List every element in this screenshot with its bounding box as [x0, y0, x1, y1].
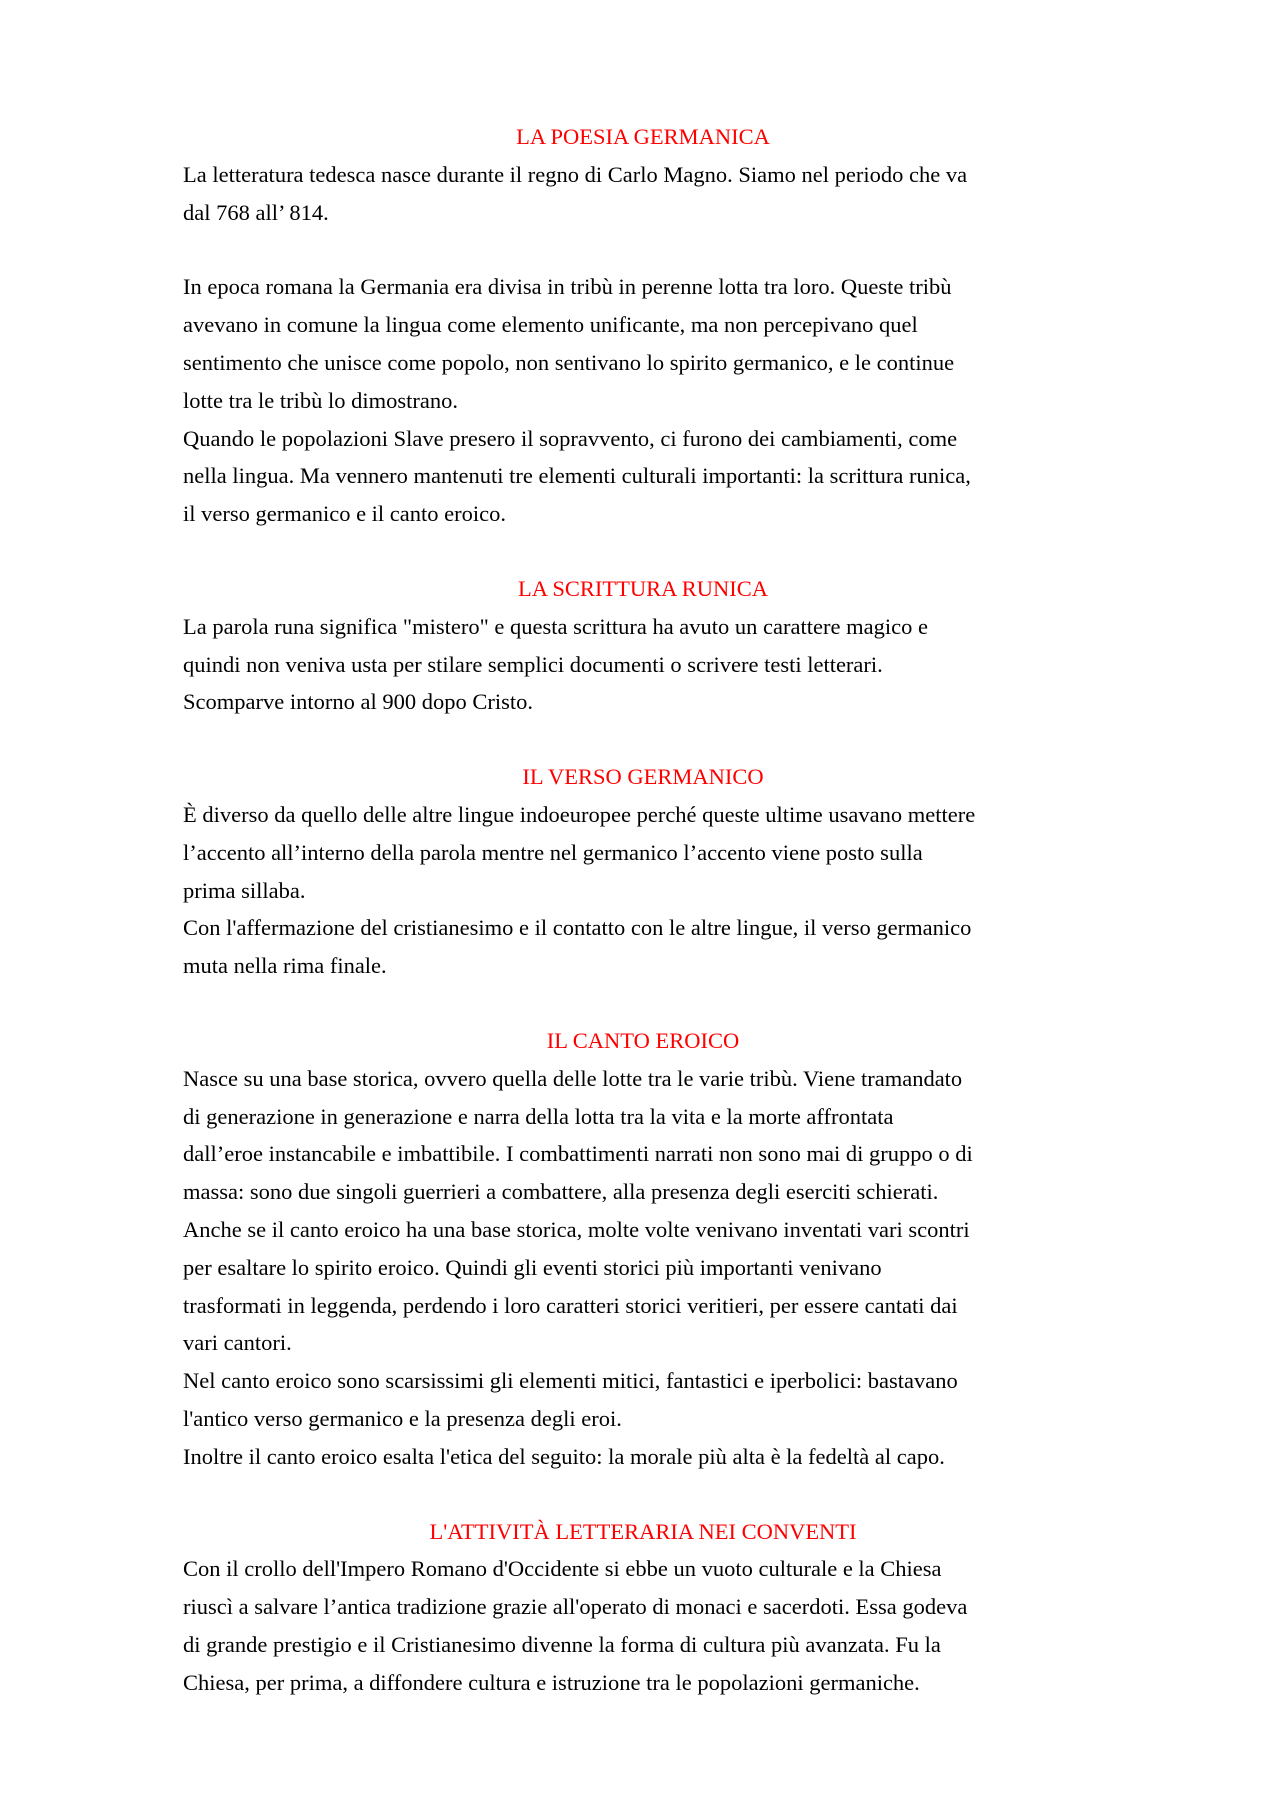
- paragraph-canto-1: Nasce su una base storica, ovvero quella delle lotte tra le varie tribù. Viene tramandato di generazione in generazione e narra della lotta tra la vita e la morte affrontata dall’eroe instancabile e imbattibile. I combattimenti narrati non sono mai di gruppo o di massa: sono due singoli guerrieri a combattere, alla presenza degli eserciti schierati. Anche se il canto eroico ha una base storica, molte volte venivano inventati vari scontri per esaltare lo spirito eroico. Quindi gli eventi storici più importanti venivano trasformati in leggenda, perdendo i loro caratteri storici veritieri, per essere cantati dai vari cantori. Nel canto eroico sono scarsissimi gli elementi mitici, fantastici e iperbolici: bastavano l'antico verso germanico e la presenza degli eroi. Inoltre il canto eroico esalta l'etica del seguito: la morale più alta è la fedeltà al capo.: [183, 1065, 973, 1469]
- paragraph-poesia-2: In epoca romana la Germania era divisa in tribù in perenne lotta tra loro. Queste tribù avevano in comune la lingua come elemento unificante, ma non percepivano quel sentimento che unisce come popolo, non sentivano lo spirito germanico, e le continue lotte tra le tribù lo dimostrano. Quando le popolazioni Slave presero il sopravvento, ci furono dei cambiamenti, come nella lingua. Ma vennero mantenuti tre elementi culturali importanti: la scrittura runica, il verso germanico e il canto eroico.: [183, 274, 971, 527]
- paragraph-poesia-1: La letteratura tedesca nasce durante il regno di Carlo Magno. Siamo nel periodo che va dal 768 all’ 814.: [183, 161, 968, 225]
- section-gap: [183, 721, 1103, 758]
- paragraph-gap: [183, 231, 1103, 268]
- paragraph-scrittura-1: La parola runa significa "mistero" e questa scrittura ha avuto un carattere magico e quindi non veniva usta per stilare semplici documenti o scrivere testi letterari. Scomparve intorno al 900 dopo Cristo.: [183, 613, 928, 715]
- section-title-attivita-letteraria: L'ATTIVITÀ LETTERARIA NEI CONVENTI: [429, 1518, 857, 1544]
- section-gap: [183, 1476, 1103, 1513]
- section-gap: [183, 985, 1103, 1022]
- document-page: [183, 118, 1103, 1701]
- section-gap: [183, 533, 1103, 570]
- section-title-poesia-germanica: LA POESIA GERMANICA: [516, 124, 770, 149]
- paragraph-verso-1: È diverso da quello delle altre lingue indoeuropee perché queste ultime usavano mettere l’accento all’interno della parola mentre nel germanico l’accento viene posto sulla prima sillaba. Con l'affermazione del cristianesimo e il contatto con le altre lingue, il verso germanico muta nella rima finale.: [183, 801, 976, 979]
- section-title-scrittura-runica: LA SCRITTURA RUNICA: [517, 575, 769, 601]
- section-title-canto-eroico: IL CANTO EROICO: [546, 1027, 740, 1053]
- section-title-verso-germanico: IL VERSO GERMANICO: [522, 764, 764, 790]
- paragraph-attivita-1: Con il crollo dell'Impero Romano d'Occidente si ebbe un vuoto culturale e la Chiesa riuscì a salvare l’antica tradizione grazie all'operato di monaci e sacerdoti. Essa godeva di grande prestigio e il Cristianesimo divenne la forma di cultura più avanzata. Fu la Chiesa, per prima, a diffondere cultura e istruzione tra le popolazioni germaniche.: [183, 1556, 968, 1695]
